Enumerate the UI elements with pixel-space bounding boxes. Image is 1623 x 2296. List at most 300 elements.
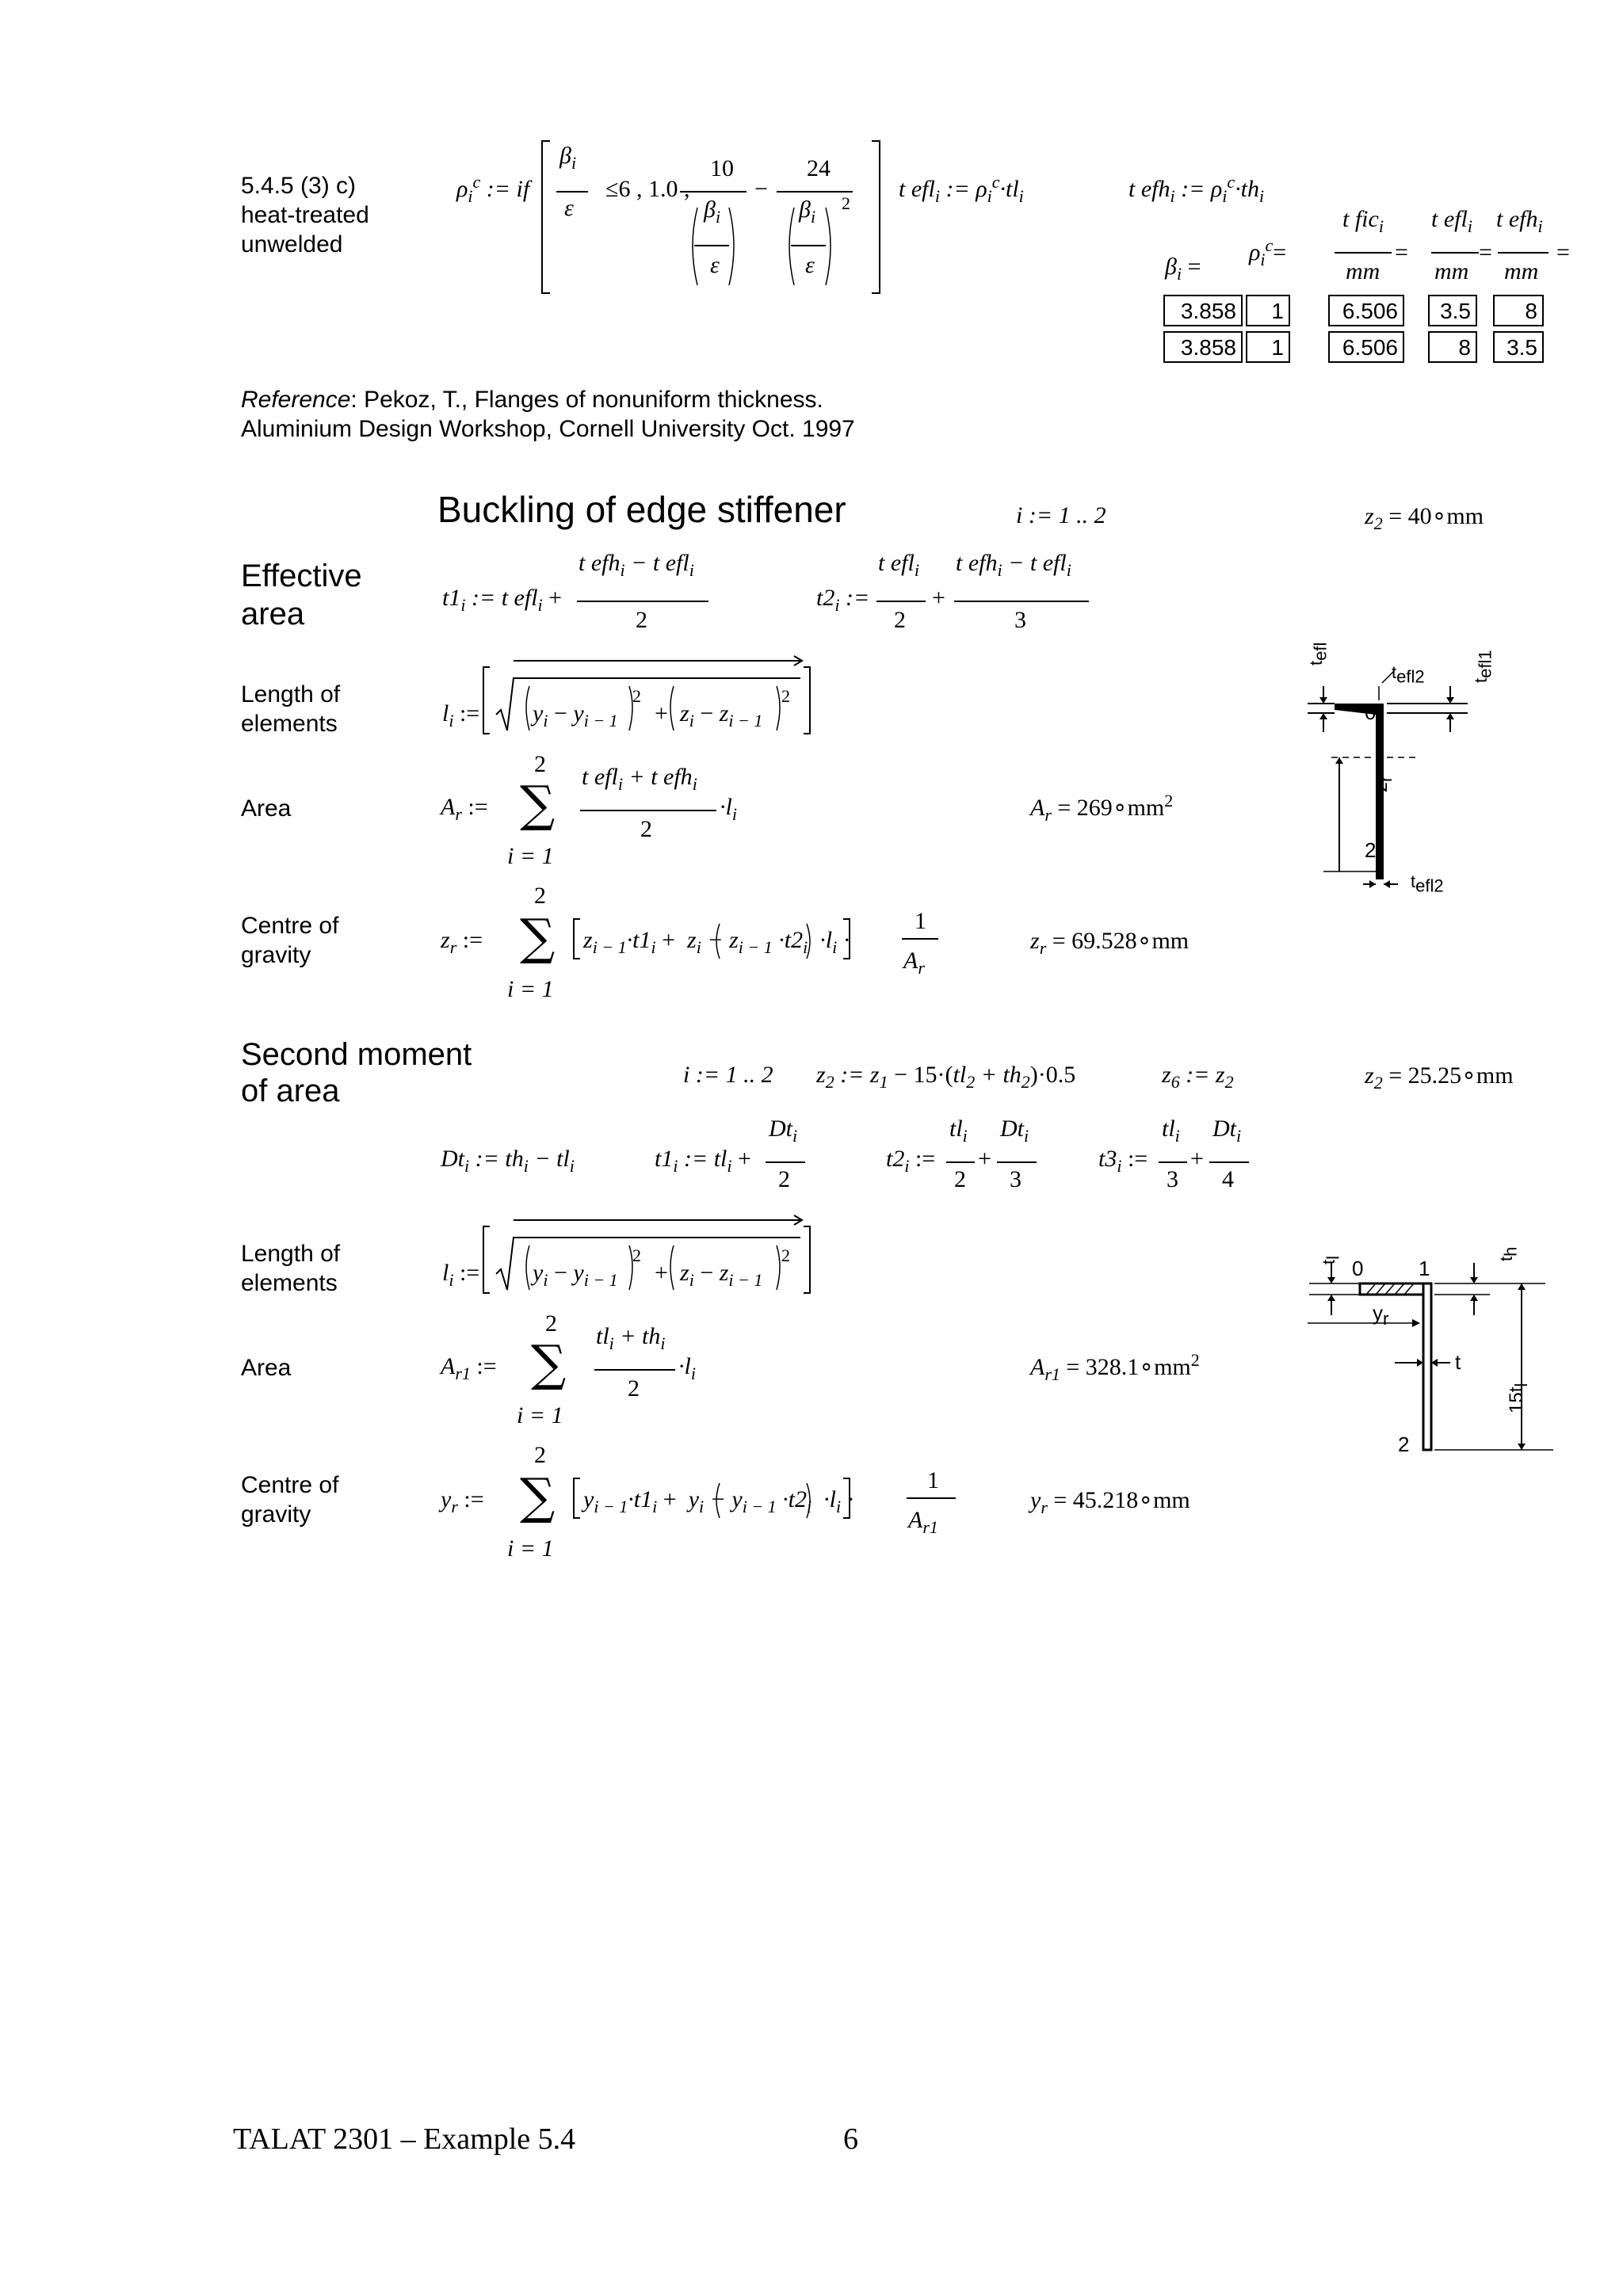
t2-num2b-sub: i [1066,560,1071,580]
area1-times [720,794,737,824]
area2-label: Area [241,1355,292,1381]
sm-t3-plus: + [1190,1146,1204,1172]
length1-y: y [533,700,544,727]
area1-num-b-sub: i [692,774,697,794]
rho-sup: c [472,172,481,192]
t2-num2 [956,550,1071,580]
area2-sum-bottom: i = 1 [517,1402,563,1428]
sm-t3-formula [1098,1146,1148,1176]
cog2-sigma: ∑ [520,1467,556,1525]
footer-page-number: 6 [843,2122,858,2156]
cog2-result-sub: r [1041,1497,1048,1517]
fig1-t-efl1-sub: efl1 [1475,650,1495,678]
area1-num-a-sub: i [617,774,623,794]
cog1-body [583,927,851,957]
fig2-dim-sub: l [1510,1383,1531,1387]
length2-y2-sub: i − 1 [583,1270,618,1290]
t1-efl-sub: i [537,595,543,615]
area1-num-a: t efl [582,764,618,790]
length2-y2: y [573,1260,584,1286]
cell-tefh-1: 8 [1493,295,1544,326]
sm-t2-den2: 3 [1010,1166,1022,1192]
length2-assign: := [459,1260,480,1286]
dt-lhs: Dt [441,1146,464,1172]
length2-minus1: − [553,1260,567,1286]
area1-A: A [441,794,456,820]
cog1-body-c: + [662,927,676,953]
tefh-rho-sup: c [1227,172,1235,192]
cog1-body-b-sub: i [651,937,656,957]
tefl-rho-sup: c [991,172,1000,192]
sm-t3-den2: 4 [1222,1166,1234,1192]
cog2-body-a-sub: i − 1 [594,1497,628,1516]
tefl-lhs-sub: i [934,186,940,206]
t2-num1 [878,550,919,580]
t1-sub: i [460,595,466,615]
sm-t2-num2 [1000,1116,1029,1146]
hdr-tefl [1431,206,1472,236]
sm-t3-sub: i [1117,1156,1122,1176]
area2-result-sub: r1 [1044,1364,1060,1384]
area1-num-b: + t efh [628,764,693,790]
t1-efl: efl [514,585,538,611]
fig2-y-r-y: y [1373,1301,1383,1325]
sm-th: + th [980,1062,1022,1088]
t1-num-b-sub: i [689,560,694,580]
hdr-tfic [1331,206,1395,236]
area1-lhs [441,794,488,824]
sm-tl: tl [953,1062,967,1088]
cog2-lhs [441,1486,484,1516]
cog2-body-c: + [663,1486,677,1512]
cog2-body-b: ·t1 [628,1486,653,1512]
cell-tfic-1: 6.506 [1328,295,1404,326]
tefl-rhs-sub: i [1018,186,1024,206]
tefl-assign: := ρ [945,176,987,202]
sm-t2-sub: i [904,1156,910,1176]
effective-area-label2: area [241,597,305,631]
area2-sum-top: 2 [545,1310,557,1337]
cog2-body-e-sub: i − 1 [742,1497,777,1516]
t1-plus: + [548,585,563,611]
length2-z2-sub: i − 1 [728,1270,763,1290]
sm-t2-num2-dt: Dt [1000,1116,1024,1142]
sm-t1-den: 2 [778,1166,790,1192]
t2-fracbar1 [876,601,926,602]
rho-num-24: 24 [807,155,831,181]
cog2-result [1030,1486,1190,1517]
fig1-t-efl2b [1411,871,1444,896]
sm-t3-num2 [1212,1116,1242,1146]
t2-num2-sub: i [997,560,1002,580]
rho-exp: 2 [842,193,850,213]
sm-t2-den1: 2 [954,1166,966,1192]
sm-t2-formula [886,1146,936,1176]
buckling-z2-sub: 2 [1373,513,1383,533]
fig2-dim-text: 15t [1506,1386,1527,1413]
sm-t2-fracbar1 [946,1161,975,1163]
sm-t3-lhs: t3 [1098,1146,1117,1172]
cog1-label1: Centre of [241,913,339,939]
hdr-tefl-sub: i [1467,216,1472,236]
section-ref: 5.4.5 (3) c) [241,173,357,199]
cog1-body-f: ·t2 [778,927,804,953]
cog2-frac-num: 1 [927,1467,939,1493]
area1-result-sub: r [1044,805,1052,825]
t2-den1: 2 [894,607,906,633]
area1-result [1030,791,1174,825]
tefl-formula [899,172,1024,206]
area1-result-value: = 269∘mm [1057,795,1165,821]
area2-num-b-sub: i [660,1333,666,1353]
cog1-dot: · [842,927,851,953]
rho-symbol: ρ [456,176,468,202]
hdr-tfic-den: mm [1346,258,1381,284]
area1-label: Area [241,795,292,822]
tefh-rhs: ·th [1235,176,1259,202]
hdr-beta [1165,254,1201,284]
sm-t1-formula [655,1146,751,1176]
tefh-formula [1128,172,1265,206]
area1-times-sub: i [731,804,737,824]
cog2-body-g-sub: i [835,1497,842,1516]
sm-tl-sub: 2 [966,1072,976,1092]
area2-num-a-sub: i [609,1333,614,1353]
length2-z: z [680,1260,689,1286]
rho-beta-sub: i [571,153,577,173]
dt-formula [441,1146,575,1176]
cog2-body-b-sub: i [652,1497,658,1516]
length1-z2: z [719,700,729,727]
length1-exp2: 2 [781,686,790,706]
cog1-body-d: z [687,927,697,953]
sm-t2-num1-sub: i [962,1126,968,1146]
tefh-assign: := ρ [1181,176,1223,202]
length1-l-sub: i [449,711,454,730]
cell-rho-1: 1 [1246,295,1290,326]
cog1-body-e-sub: i − 1 [738,937,773,957]
area2-num-a: tl [596,1323,609,1349]
cog1-frac-den-sub: r [918,958,925,978]
sm-t1-rhs-sub: i [727,1156,732,1176]
section-heat-treated: heat-treated [241,202,369,228]
fig2-node0: 0 [1352,1257,1364,1280]
sm-t2-assign: := [915,1146,936,1172]
second-moment-label1: Second moment [241,1037,472,1072]
area2-A-sub: r1 [455,1363,471,1383]
dt-rhs: := th [475,1146,524,1172]
length2-minus2: − [700,1260,714,1286]
t2-num2-b: − t efl [1008,550,1067,576]
sm-t2-num1 [949,1116,968,1146]
area2-sigma: ∑ [531,1334,567,1392]
cog1-assign: := [462,927,483,953]
cog1-body-g-sub: i [832,937,838,957]
length1-label2: elements [241,711,338,737]
cog2-body-f: ·t2 [782,1486,808,1512]
tefh-rhs-sub: i [1259,186,1265,206]
hdr-rho-sup: c [1265,235,1274,255]
length1-z2-sub: i − 1 [728,711,763,730]
reference-text1: : Pekoz, T., Flanges of nonuniform thickness. [350,387,823,413]
hdr-beta-sym: β [1165,254,1177,280]
fig2-t: t [1455,1350,1461,1374]
cog1-body-g: ·l [819,927,833,953]
t2-plus: + [932,585,945,611]
fig2-t-l-t: t [1319,1259,1338,1264]
cog2-assign: := [464,1486,484,1512]
buckling-z2: z [1365,503,1374,529]
t2-num2-a: t efh [956,550,998,576]
sm-half: ·0.5 [1037,1062,1076,1088]
sm-t1-num [769,1116,798,1146]
rho-condition: ≤6 , 1.0 , [605,176,690,202]
fig1-t-efl-t: t [1306,660,1326,666]
cog1-z-sub: r [449,937,457,957]
length1-exp1: 2 [632,686,641,706]
cell-beta-2: 3.858 [1163,331,1243,363]
t1-formula [442,585,563,615]
sm-t1-fracbar [766,1161,805,1163]
cog1-sum-top: 2 [534,883,546,909]
cog1-fracbar [902,938,938,940]
length2-z-sub: i [689,1270,694,1290]
cog2-sum-bottom: i = 1 [507,1535,554,1562]
reference-line2: Aluminium Design Workshop, Cornell University Oct. 1997 [241,416,855,442]
dt-sub: i [464,1156,470,1176]
hdr-tefh-eq: = [1556,239,1570,265]
sm-t1-num-dt: Dt [769,1116,792,1142]
fig2-t-h-t: t [1496,1256,1516,1261]
hdr-tfic-sub: i [1378,216,1384,236]
sm-t3-num1-tl: tl [1162,1116,1175,1142]
cog1-result-z: z [1030,928,1040,954]
hdr-tfic-bar [1335,252,1392,254]
hdr-rho-eq: = [1273,239,1287,265]
sm-paren-open: ( [945,1062,953,1088]
sm-z2-rhs: := z [840,1062,880,1088]
t2-sub: i [834,595,840,615]
rho-beta3-sym: β [799,196,811,223]
rho-minus: − [754,176,768,202]
sm-range: i := 1 .. 2 [683,1062,773,1088]
sm-th-sub: 2 [1021,1072,1030,1092]
rho-beta3-sub: i [810,207,816,227]
tefl-rho-sub: i [987,186,992,206]
sm-t1-rhs: := tl [683,1146,727,1172]
cog2-dot: · [846,1486,855,1512]
cog2-frac-den-sub: r1 [922,1517,938,1537]
cog1-frac-den-A: A [903,948,918,974]
t1-den: 2 [636,607,647,633]
length1-l: l [442,700,449,727]
sm-t3-num1-sub: i [1174,1126,1180,1146]
sm-t1-sub: i [673,1156,678,1176]
hdr-tfic-num: t fic [1342,206,1379,232]
rho-sub: i [468,186,473,206]
sm-t3-num2-sub: i [1236,1126,1242,1146]
sm-z6 [1162,1062,1234,1092]
fig1-t-efl2-t: t [1392,662,1397,682]
fig2-y-r [1373,1301,1389,1329]
fig1-t-efl2b-sub: efl2 [1415,875,1444,896]
fig2-t-l [1319,1255,1343,1264]
sm-t3-fracbar1 [1159,1161,1187,1163]
tefh-rho-sub: i [1222,186,1228,206]
t1-num-a-sub: i [620,560,625,580]
sm-z2-rhs2: − 15· [894,1062,945,1088]
sm-t2-fracbar2 [997,1161,1037,1163]
cog1-label2: gravity [241,942,311,968]
cog2-frac-den [908,1507,938,1537]
length2-exp1: 2 [632,1245,641,1265]
dt-rhs2-sub: i [569,1156,575,1176]
area2-A: A [441,1353,456,1379]
area2-num-b: + th [620,1323,661,1349]
length1-y2-sub: i − 1 [583,711,618,730]
area1-sum-bottom: i = 1 [507,843,554,869]
length2-plus: + [655,1260,668,1286]
cog2-frac-den-A: A [908,1507,923,1533]
cog1-result-value: = 69.528∘mm [1052,928,1190,954]
fig1-z-r-z: z [1368,782,1392,792]
cog1-frac-den [903,948,925,978]
sm-z6-sym: z [1162,1062,1171,1088]
sm-t2-num1-tl: tl [949,1116,963,1142]
rho-epsilon: ε [564,195,574,221]
rho-epsilon3: ε [805,252,815,278]
area1-result-exp: 2 [1164,791,1174,810]
hdr-tefh-den: mm [1504,258,1539,284]
t1-fracbar [577,601,708,602]
length1-lhs [442,700,480,730]
t2-assign: := [845,585,870,611]
cog1-sigma: ∑ [520,908,556,966]
t2-den2: 3 [1014,607,1026,633]
length2-z2: z [719,1260,729,1286]
cog2-body-f-sub: i [807,1497,812,1516]
fig1-t-efl1 [1471,650,1495,683]
sm-z1-sub: 1 [879,1072,888,1092]
area2-result-value: = 328.1∘mm [1066,1354,1191,1380]
sm-z2: z [816,1062,826,1088]
cog2-label2: gravity [241,1501,311,1527]
sm-t2-num2-sub: i [1024,1126,1029,1146]
sm-paren-close: ) [1029,1062,1038,1088]
length1-brackets [482,654,815,740]
tefh-lhs-sub: i [1170,186,1175,206]
length1-z: z [680,700,689,727]
cog2-fracbar [907,1497,956,1499]
cog1-z: z [441,927,450,953]
hdr-tefl-den: mm [1434,258,1469,284]
cell-beta-1: 3.858 [1163,295,1243,326]
area2-times-l: ·l [678,1353,691,1379]
fig2-t-l-sub: l [1323,1255,1343,1260]
rho-beta2 [704,196,721,227]
footer-doc-title: TALAT 2301 – Example 5.4 [233,2122,576,2156]
cog1-lhs [441,927,483,957]
sm-t2-plus: + [978,1146,991,1172]
area2-result-A: A [1030,1354,1045,1380]
rho-beta: β [559,143,571,169]
fig2-node2: 2 [1398,1432,1410,1456]
rho-num-10: 10 [710,155,734,181]
dt-rhs2: − tl [534,1146,570,1172]
length2-label2: elements [241,1270,338,1296]
hdr-tefh-bar [1498,252,1549,254]
length1-z-term [680,700,763,730]
cog1-body-a-sub: i − 1 [592,937,627,957]
cog2-body-a: y [583,1486,594,1512]
hdr-tefl-bar [1431,252,1479,254]
fig1-node0: 0 [1365,700,1377,724]
buckling-z2-value: = 40∘mm [1388,503,1484,529]
fig1-t-efl-sub: efl [1310,642,1331,661]
cell-tefl-1: 3.5 [1428,295,1477,326]
cog1-result-sub: r [1039,938,1047,958]
cog1-result [1030,927,1190,958]
fig2-y-r-sub: r [1383,1309,1389,1329]
sm-t3-den1: 3 [1167,1166,1178,1192]
length1-assign: := [459,700,480,727]
cog2-body-d-sub: i [699,1497,705,1516]
sm-t3-assign: := [1127,1146,1148,1172]
area2-num [596,1323,666,1353]
sm-z2-sub: 2 [825,1072,834,1092]
length2-z-term [680,1260,763,1290]
length2-exp2: 2 [781,1245,790,1265]
area2-result-exp: 2 [1190,1350,1200,1370]
sm-z6-rhs: := z [1186,1062,1225,1088]
length2-brackets [482,1214,815,1299]
rho-formula [456,172,530,206]
t2-formula [816,585,870,615]
length1-y-sub: i [543,711,548,730]
area1-fracbar [580,810,716,811]
cell-tefh-2: 3.5 [1493,331,1544,363]
area2-fracbar [594,1369,675,1371]
sm-z2-formula [816,1062,1076,1092]
cell-tefl-2: 8 [1428,331,1477,363]
hdr-beta-eq: = [1187,254,1201,280]
length1-z-sub: i [689,711,694,730]
t1-assign: := t [471,585,509,611]
cog1-sum-bottom: i = 1 [507,976,554,1002]
sm-result-z: z [1365,1062,1374,1089]
fig1-t-efl1-t: t [1471,677,1491,683]
tefl-lhs: t efl [899,176,935,202]
second-moment-label2: of area [241,1074,340,1108]
t2-lhs: t2 [816,585,835,611]
cell-rho-2: 1 [1246,331,1290,363]
length2-y-term [533,1260,618,1290]
cog1-body-d-sub: i [696,937,701,957]
hdr-rho-sub: i [1260,250,1266,269]
hdr-rho [1249,235,1287,269]
length1-y-term [533,700,618,730]
fig1-t-efl2b-t: t [1411,871,1416,891]
area2-times [678,1353,696,1383]
tefh-lhs: t efh [1128,176,1170,202]
area1-A-sub: r [455,804,462,824]
tefl-rhs: ·tl [999,176,1019,202]
sm-t3-fracbar2 [1209,1161,1249,1163]
fig2-t-h [1496,1246,1521,1261]
length2-l: l [442,1260,449,1286]
reference-line1 [241,385,823,414]
fig1-node2: 2 [1365,838,1377,862]
